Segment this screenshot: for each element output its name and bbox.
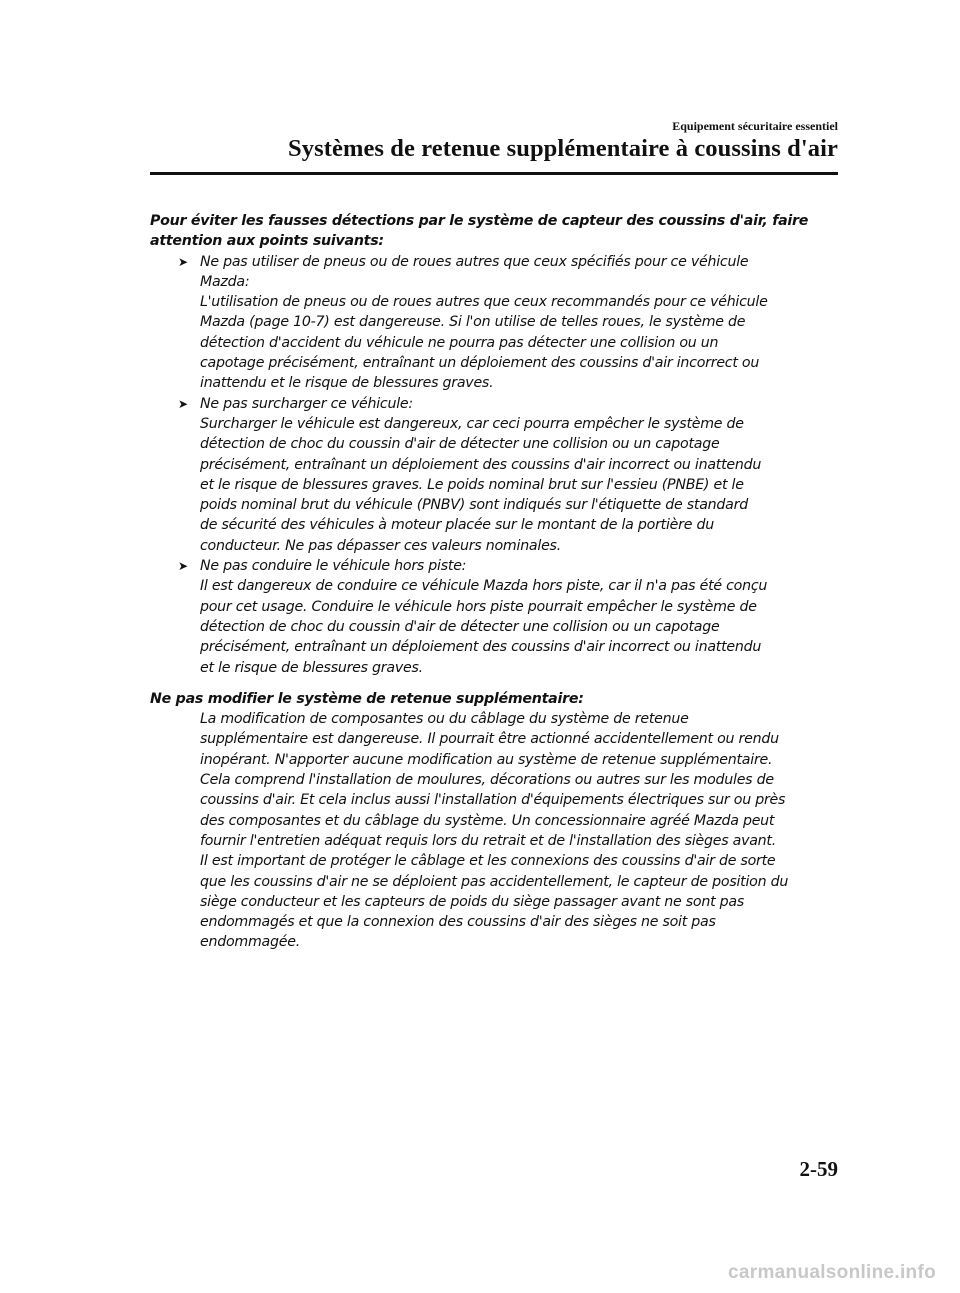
body-line: endommagés et que la connexion des coussins d'air des sièges ne soit pas xyxy=(200,914,716,931)
header-divider xyxy=(150,172,838,175)
bullet-line: Mazda (page 10-7) est dangereuse. Si l'on utilise de telles roues, le système de xyxy=(200,314,746,331)
modification-warning xyxy=(150,689,840,953)
page-title: Systèmes de retenue supplémentaire à coussins d'air xyxy=(288,135,838,162)
body-line: La modification de composantes ou du câblage du système de retenue xyxy=(200,711,689,728)
bullet-line: L'utilisation de pneus ou de roues autres que ceux recommandés pour ce véhicule xyxy=(200,294,768,311)
bullet-line: poids nominal brut du véhicule (PNBV) sont indiqués sur l'étiquette de standard xyxy=(200,497,748,514)
bullet-line: pour cet usage. Conduire le véhicule hors piste pourrait empêcher le système de xyxy=(200,598,757,615)
body-line: inopérant. N'apporter aucune modification au système de retenue supplémentaire. xyxy=(200,751,773,768)
bullet-line: détection d'accident du véhicule ne pourra pas détecter une collision ou un xyxy=(200,334,719,351)
warning-content xyxy=(150,211,840,953)
precaution-list xyxy=(150,252,840,678)
body-line: que les coussins d'air ne se déploient pas accidentellement, le capteur de position du xyxy=(200,873,789,890)
body-line: Il est important de protéger le câblage et les connexions des coussins d'air de sorte xyxy=(200,853,776,870)
page-number: 2-59 xyxy=(799,1157,838,1181)
body-line: supplémentaire est dangereuse. Il pourrait être actionné accidentellement ou rendu xyxy=(200,731,779,748)
section-heading: Ne pas modifier le système de retenue supplémentaire: xyxy=(150,690,584,707)
list-item xyxy=(150,556,840,678)
bullet-line: conducteur. Ne pas dépasser ces valeurs nominales. xyxy=(200,537,561,554)
bullet-line: Surcharger le véhicule est dangereux, car ceci pourra empêcher le système de xyxy=(200,415,744,432)
intro-heading xyxy=(150,211,840,252)
bullet-line: précisément, entraînant un déploiement des coussins d'air incorrect ou inattendu xyxy=(200,456,762,473)
arrow-bullet-icon: ➤ xyxy=(178,559,188,574)
bullet-line: capotage précisément, entraînant un déploiement des coussins d'air incorrect ou xyxy=(200,355,760,372)
bullet-line: et le risque de blessures graves. xyxy=(200,659,423,676)
bullet-line: de sécurité des véhicules à moteur placée sur le montant de la portière du xyxy=(200,517,714,534)
bullet-line: Mazda: xyxy=(200,273,250,290)
bullet-line: Ne pas conduire le véhicule hors piste: xyxy=(200,558,467,575)
body-line: fournir l'entretien adéquat requis lors du retrait et de l'installation des sièges avant. xyxy=(200,832,776,849)
body-line: endommagée. xyxy=(200,934,300,951)
bullet-line: inattendu et le risque de blessures graves. xyxy=(200,375,494,392)
bullet-line: Ne pas surcharger ce véhicule: xyxy=(200,395,413,412)
body-line: coussins d'air. Et cela inclus aussi l'installation d'équipements électriques sur ou près xyxy=(200,792,786,809)
body-line: Cela comprend l'installation de moulures, décorations ou autres sur les modules de xyxy=(200,772,774,789)
bullet-line: détection de choc du coussin d'air de détecter une collision ou un capotage xyxy=(200,436,720,453)
body-line: siège conducteur et les capteurs de poids du siège passager avant ne sont pas xyxy=(200,893,744,910)
arrow-bullet-icon: ➤ xyxy=(178,254,188,269)
section-subtitle: Equipement sécuritaire essentiel xyxy=(672,119,838,133)
bullet-line: Il est dangereux de conduire ce véhicule Mazda hors piste, car il n'a pas été conçu xyxy=(200,578,768,595)
list-item xyxy=(150,394,840,556)
bullet-line: précisément, entraînant un déploiement des coussins d'air incorrect ou inattendu xyxy=(200,639,762,656)
watermark: carmanualsonline.info xyxy=(728,1262,936,1283)
bullet-line: Ne pas utiliser de pneus ou de roues autres que ceux spécifiés pour ce véhicule xyxy=(200,253,749,270)
arrow-bullet-icon: ➤ xyxy=(178,396,188,411)
intro-line: attention aux points suivants: xyxy=(150,233,384,250)
bullet-line: et le risque de blessures graves. Le poids nominal brut sur l'essieu (PNBE) et le xyxy=(200,476,744,493)
bullet-line: détection de choc du coussin d'air de détecter une collision ou un capotage xyxy=(200,618,720,635)
list-item xyxy=(150,252,840,394)
intro-line: Pour éviter les fausses détections par le système de capteur des coussins d'air, faire xyxy=(150,213,809,229)
body-line: des composantes et du câblage du système. Un concessionnaire agréé Mazda peut xyxy=(200,812,775,829)
section-body xyxy=(150,709,840,953)
